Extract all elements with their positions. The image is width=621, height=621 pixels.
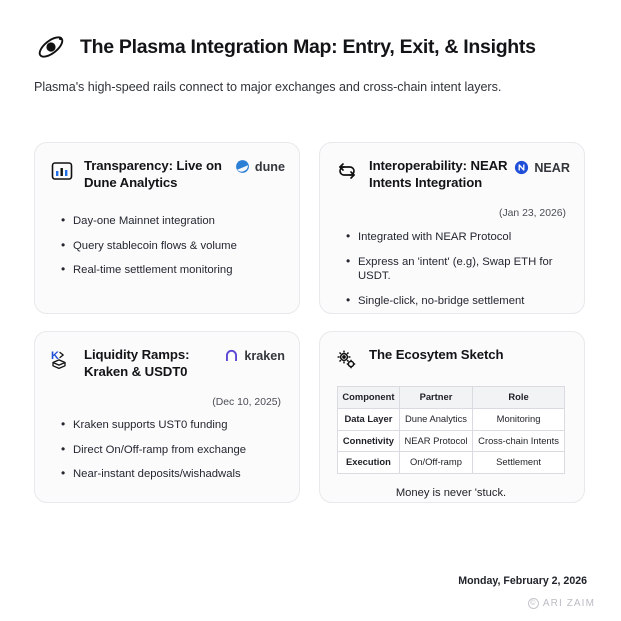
bar-chart-icon	[49, 158, 75, 184]
table-cell: Settlement	[473, 452, 565, 474]
bullet-list	[49, 418, 283, 482]
column-header: Role	[473, 387, 565, 409]
watermark-icon: ©	[528, 598, 539, 609]
date-badge: (Jan 23, 2026)	[498, 207, 566, 219]
table-row	[338, 452, 565, 474]
ecosystem-table	[337, 386, 565, 474]
plasma-orbit-icon	[34, 30, 68, 64]
card-liquidity-ramps	[34, 331, 300, 503]
brand-near	[514, 160, 570, 175]
brand-label: NEAR	[534, 160, 570, 175]
list-item: • Single-click, no-bridge settlement	[358, 294, 568, 309]
kraken-k-icon	[49, 347, 75, 373]
header	[34, 30, 587, 64]
brand-kraken	[224, 348, 285, 363]
kraken-logo-icon	[224, 348, 239, 363]
card-transparency	[34, 142, 300, 314]
list-item: • Integrated with NEAR Protocol	[358, 230, 568, 245]
svg-text:K: K	[51, 350, 59, 362]
brand-dune	[235, 159, 285, 174]
table-cell: Dune Analytics	[399, 408, 472, 430]
column-header: Partner	[399, 387, 472, 409]
watermark-label: ARI ZAIM	[542, 598, 595, 609]
table-cell: NEAR Protocol	[399, 430, 472, 452]
ecosystem-note: Money is never 'stuck.	[395, 487, 507, 500]
list-item: • Kraken supports UST0 funding	[73, 418, 283, 433]
footer-date: Monday, February 2, 2026	[458, 575, 587, 587]
table-row	[338, 408, 565, 430]
card-header	[334, 346, 568, 373]
swap-arrows-icon	[334, 158, 360, 184]
table-cell: Monitoring	[473, 408, 565, 430]
page-subtitle: Plasma's high-speed rails connect to major exchanges and cross-chain intent layers.	[34, 80, 502, 94]
column-header: Component	[338, 387, 400, 409]
near-logo-icon	[514, 160, 529, 175]
gears-icon	[334, 347, 360, 373]
card-title: The Ecosytem Sketch	[369, 347, 504, 362]
bullet-list	[49, 214, 283, 278]
list-item: • Day-one Mainnet integration	[73, 214, 283, 229]
table-cell: Connetivity	[338, 430, 400, 452]
card-interoperability	[319, 142, 585, 314]
brand-label: kraken	[244, 348, 285, 363]
table-cell: Execution	[338, 452, 400, 474]
table-cell: On/Off-ramp	[399, 452, 472, 474]
card-grid	[34, 142, 587, 503]
list-item: • Query stablecoin flows & volume	[73, 239, 283, 254]
list-item: • Direct On/Off-ramp from exchange	[73, 443, 283, 458]
table-cell: Cross-chain Intents	[473, 430, 565, 452]
list-item: • Near-instant deposits/wishadwals	[73, 467, 283, 482]
bullet-list	[334, 230, 568, 309]
table-header-row	[338, 387, 565, 409]
table-row	[338, 430, 565, 452]
watermark	[528, 598, 595, 609]
list-item: • Real-time settlement monitoring	[73, 263, 283, 278]
card-title: Liquidity Ramps: Kraken & USDT0	[84, 347, 190, 380]
date-badge: (Dec 10, 2025)	[212, 396, 281, 408]
brand-label: dune	[254, 159, 285, 174]
card-title: Transparency: Live on Dune Analytics	[84, 158, 222, 191]
list-item: • Express an 'intent' (e.g), Swap ETH for USDT.	[358, 255, 568, 284]
card-title: Interoperability: NEAR Intents Integration	[369, 158, 508, 191]
page-title: The Plasma Integration Map: Entry, Exit, & Insights	[80, 35, 536, 58]
dune-logo-icon	[235, 159, 250, 174]
card-ecosystem-sketch	[319, 331, 585, 503]
table-cell: Data Layer	[338, 408, 400, 430]
